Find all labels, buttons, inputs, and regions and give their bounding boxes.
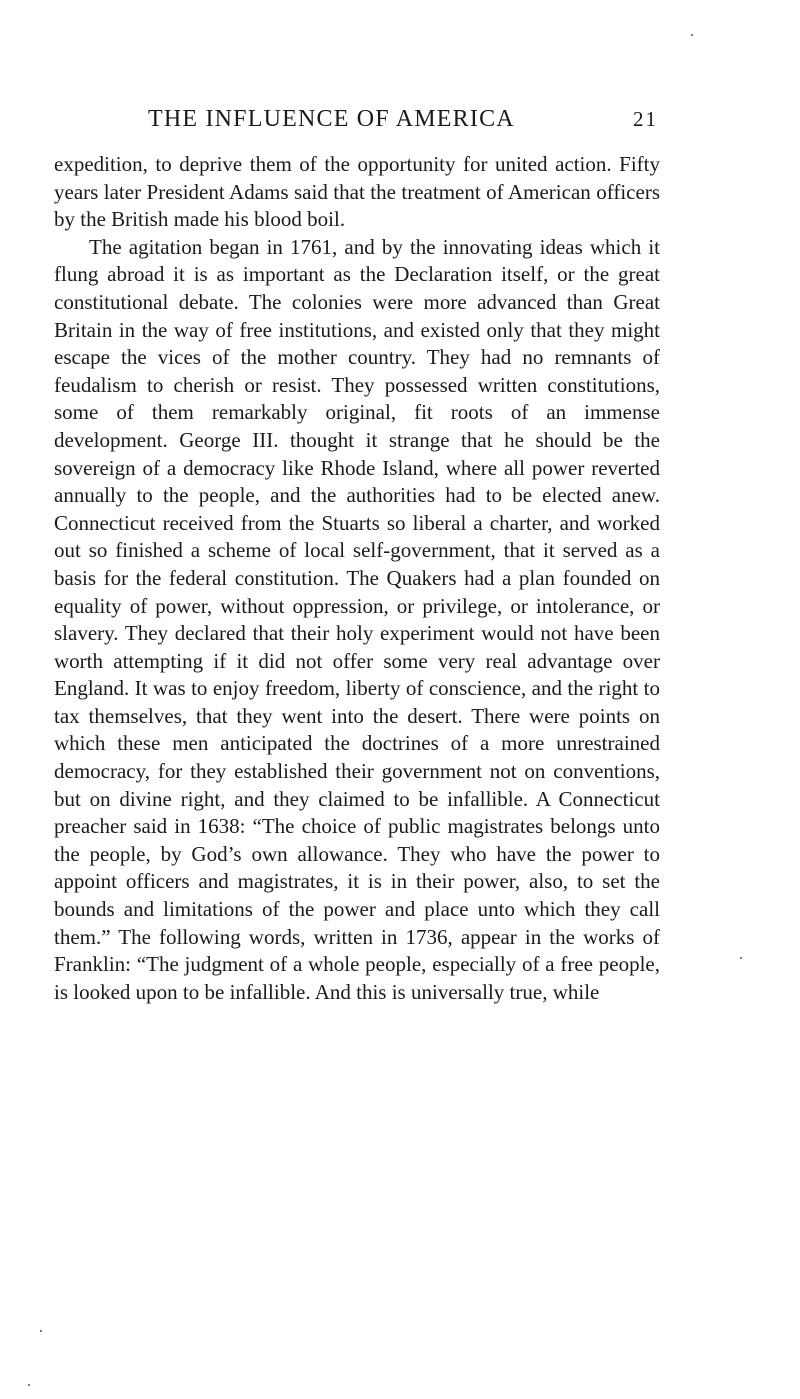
paragraph-agitation: The agitation began in 1761, and by the innovating ideas which it flung abroad it is as important as the Declaration itself, or the great constitutional debate. The colonies were more advanced than Great Britain in the way of free institutions, and existed only that they might escape the vices of the mother country. They had no remnants of feudalism to cherish or resist. They possessed written constitutions, some of them remarkably original, fit roots of an immense development. George III. thought it strange that he should be the sovereign of a democracy like Rhode Island, where all power reverted annually to the people, and the authorities had to be elected anew. Connecticut received from the Stuarts so liberal a charter, and worked out so finished a scheme of local self-government, that it served as a basis for the federal constitution. The Quakers had a plan founded on equality of power, without oppression, or privilege, or intolerance, or slavery. They declared that their holy experiment would not have been worth attempting if it did not offer some very real advantage over England. It was to enjoy freedom, liberty of conscience, and the right to tax themselves, that they went into the desert. There were points on which these men anticipated the doctrines of a more unrestrained democracy, for they established their government not on conventions, but on divine right, and they claimed to be infallible. A Connecticut preacher said in 1638: “The choice of public magistrates belongs unto the people, by God’s own allowance. They who have the power to appoint officers and magistrates, it is in their power, also, to set the bounds and limitations of the power and place unto which they call them.” The following words, written in 1736, appear in the works of Franklin: “The judgment of a whole people, especially of a free people, is looked upon to be infallible. And this is universally true, while — [54, 234, 660, 1004]
running-title: THE INFLUENCE OF AMERICA — [148, 106, 515, 132]
paper-speck — [28, 1384, 30, 1386]
paper-speck — [40, 1330, 42, 1332]
paragraph-continued: expedition, to deprive them of the opportunity for united action. Fifty years later President Adams said that the treatment of American officers by the British made his blood boil. — [54, 152, 660, 232]
page-number: 21 — [633, 107, 658, 131]
paper-speck — [691, 34, 693, 36]
running-head — [148, 104, 658, 134]
body-text — [54, 151, 660, 1006]
paper-speck — [740, 957, 742, 959]
